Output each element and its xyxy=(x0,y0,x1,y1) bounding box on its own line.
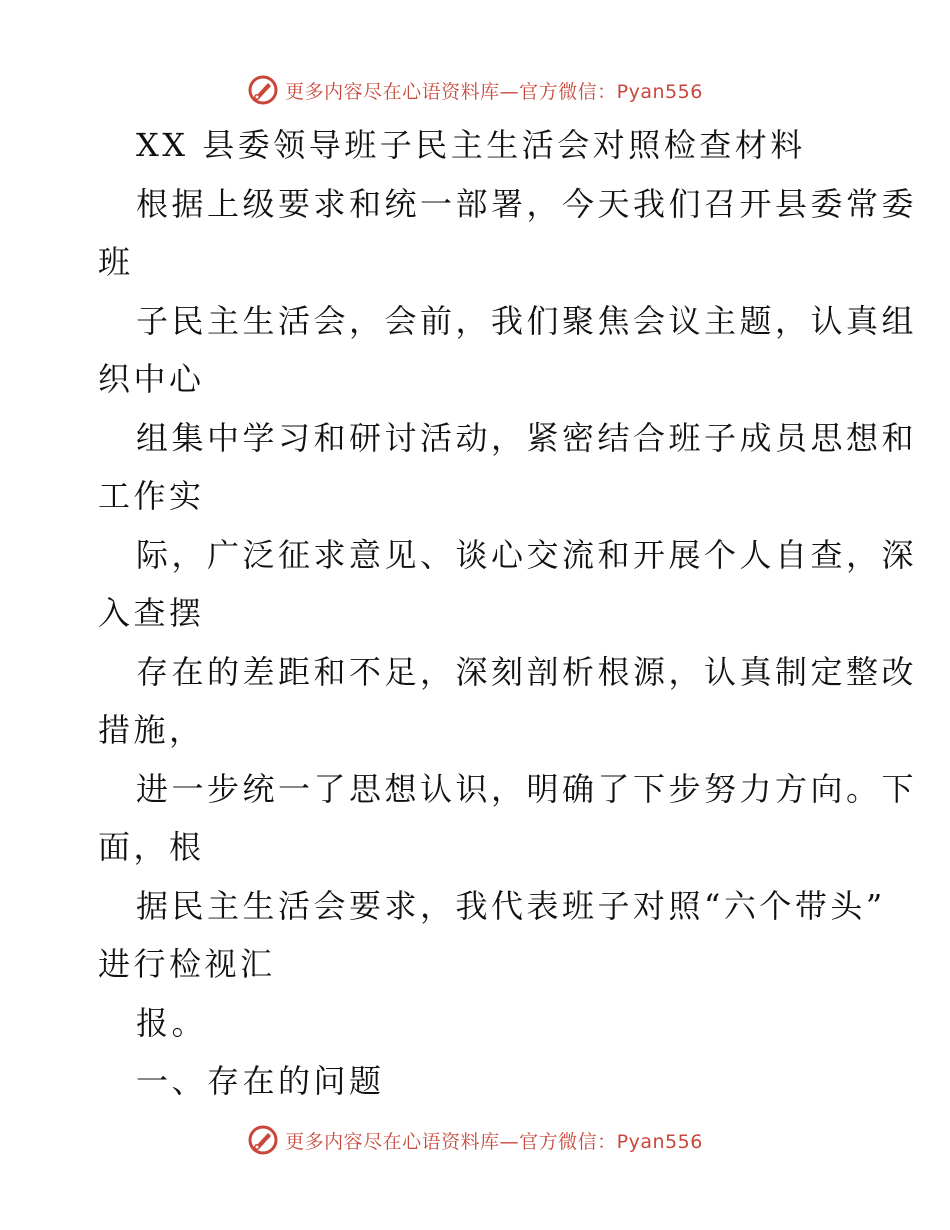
header-watermark-banner xyxy=(0,70,950,110)
text-line-continuation: 工作实 xyxy=(98,477,205,515)
text-line: 报。 xyxy=(136,1003,208,1042)
text-line-continuation: 面，根 xyxy=(98,828,205,866)
logo-icon xyxy=(247,74,279,106)
footer-watermark-banner xyxy=(0,1120,950,1160)
text-line: 组集中学习和研讨活动，紧密结合班子成员思想和 xyxy=(136,418,918,457)
text-line-continuation: 措施， xyxy=(98,711,205,749)
text-line-continuation: 入查摆 xyxy=(98,594,205,632)
header-banner-text: 更多内容尽在心语资料库—官方微信：Pyan556 xyxy=(285,80,703,103)
text-line: 际，广泛征求意见、谈心交流和开展个人自查，深 xyxy=(136,535,918,574)
text-line: 根据上级要求和统一部署，今天我们召开县委常委 xyxy=(136,184,918,223)
text-line: 据民主生活会要求，我代表班子对照“六个带头” xyxy=(136,886,886,925)
paragraph-lines xyxy=(98,175,918,1053)
logo-icon xyxy=(247,1124,279,1156)
text-line: 进一步统一了思想认识，明确了下步努力方向。下 xyxy=(136,769,918,808)
text-line-continuation: 进行检视汇 xyxy=(98,945,276,983)
text-line-continuation: 班 xyxy=(98,243,134,281)
document-body xyxy=(98,116,918,1111)
text-line-continuation: 织中心 xyxy=(98,360,205,398)
footer-banner-text: 更多内容尽在心语资料库—官方微信：Pyan556 xyxy=(285,1130,703,1153)
text-line: 子民主生活会，会前，我们聚焦会议主题，认真组 xyxy=(136,301,918,340)
text-line: 存在的差距和不足，深刻剖析根源，认真制定整改 xyxy=(136,652,918,691)
section-heading: 一、存在的问题 xyxy=(136,1062,385,1100)
document-title: XX 县委领导班子民主生活会对照检查材料 xyxy=(136,126,806,164)
